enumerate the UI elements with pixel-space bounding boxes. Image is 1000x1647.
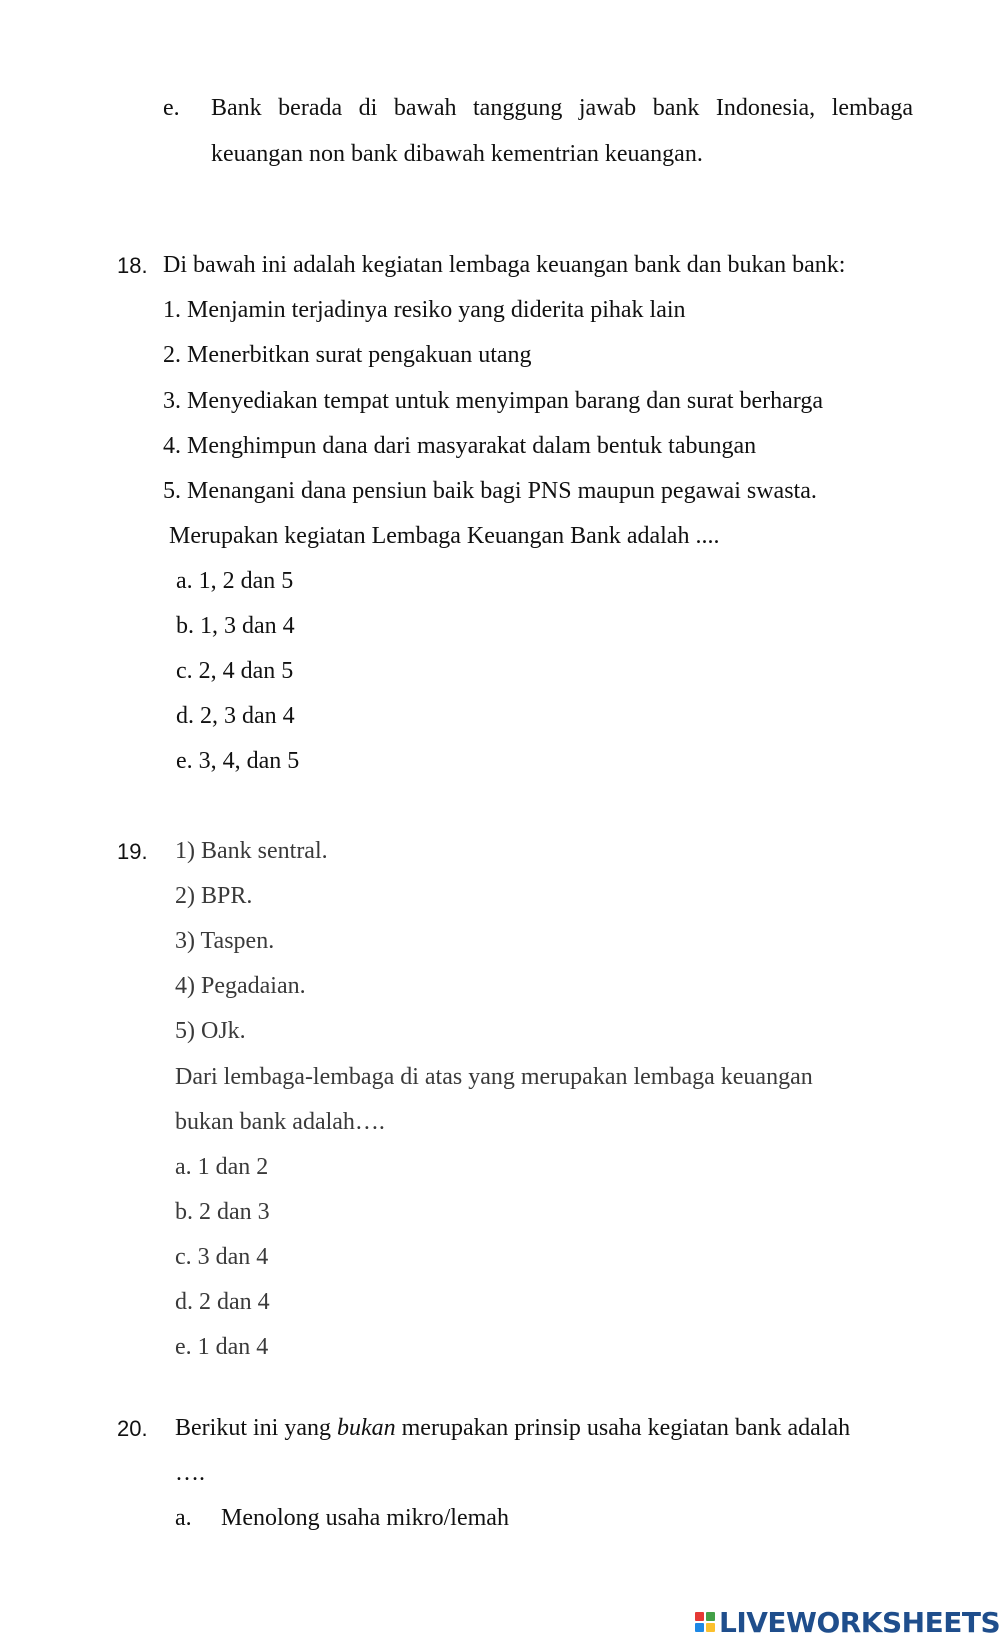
q18-option[interactable]: e. 3, 4, dan 5 [176, 748, 300, 774]
liveworksheets-logo-text: LIVEWORKSHEETS [719, 1605, 1000, 1639]
q18-option[interactable]: a. 1, 2 dan 5 [176, 568, 294, 594]
q18-number: 18. [117, 253, 148, 278]
liveworksheets-logo [695, 1605, 1000, 1639]
q19-option[interactable]: c. 3 dan 4 [175, 1244, 269, 1270]
q17-option-e-text-line2: keuangan non bank dibawah kementrian keuangan. [211, 141, 703, 167]
logo-square-yellow [706, 1623, 715, 1632]
q18-item: 2. Menerbitkan surat pengakuan utang [163, 342, 532, 368]
q19-item: 5) OJk. [175, 1018, 246, 1044]
q18-item: 3. Menyediakan tempat untuk menyimpan barang dan surat berharga [163, 388, 824, 414]
q20-number: 20. [117, 1416, 148, 1441]
q19-option[interactable]: a. 1 dan 2 [175, 1154, 269, 1180]
q17-option-e-letter: e. [163, 95, 180, 121]
q18-question: Merupakan kegiatan Lembaga Keuangan Bank adalah .... [169, 523, 720, 549]
q18-item: 4. Menghimpun dana dari masyarakat dalam bentuk tabungan [163, 433, 757, 459]
logo-square-blue [695, 1623, 704, 1632]
q17-option-e-text-line1: Bank berada di bawah tanggung jawab bank Indonesia, lembaga [211, 95, 913, 121]
q20-option-a-letter[interactable]: a. [175, 1505, 192, 1531]
q20-stem-line2: …. [175, 1460, 205, 1486]
q19-option[interactable]: d. 2 dan 4 [175, 1289, 270, 1315]
q18-option[interactable]: d. 2, 3 dan 4 [176, 703, 295, 729]
q18-option[interactable]: b. 1, 3 dan 4 [176, 613, 295, 639]
q18-option[interactable]: c. 2, 4 dan 5 [176, 658, 294, 684]
q19-item: 3) Taspen. [175, 928, 275, 954]
q19-question-line1: Dari lembaga-lembaga di atas yang merupakan lembaga keuangan [175, 1064, 813, 1090]
q19-number: 19. [117, 839, 148, 864]
q19-option[interactable]: e. 1 dan 4 [175, 1334, 269, 1360]
q18-stem: Di bawah ini adalah kegiatan lembaga keuangan bank dan bukan bank: [163, 252, 846, 278]
q18-item: 1. Menjamin terjadinya resiko yang diderita pihak lain [163, 297, 686, 323]
q20-stem-before: Berikut ini yang [175, 1415, 337, 1441]
q19-option[interactable]: b. 2 dan 3 [175, 1199, 270, 1225]
logo-square-green [706, 1612, 715, 1621]
liveworksheets-logo-icon [695, 1612, 715, 1632]
q19-item: 4) Pegadaian. [175, 973, 306, 999]
logo-square-red [695, 1612, 704, 1621]
q18-item: 5. Menangani dana pensiun baik bagi PNS maupun pegawai swasta. [163, 478, 817, 504]
q19-question-line2: bukan bank adalah…. [175, 1109, 385, 1135]
q20-stem-italic: bukan [336, 1415, 396, 1441]
q20-stem-after: merupakan prinsip usaha kegiatan bank adalah [395, 1415, 851, 1441]
q20-option-a-text[interactable]: Menolong usaha mikro/lemah [221, 1505, 509, 1531]
q20-stem [175, 1413, 850, 1443]
q19-item: 2) BPR. [175, 883, 253, 909]
q19-item: 1) Bank sentral. [175, 838, 328, 864]
